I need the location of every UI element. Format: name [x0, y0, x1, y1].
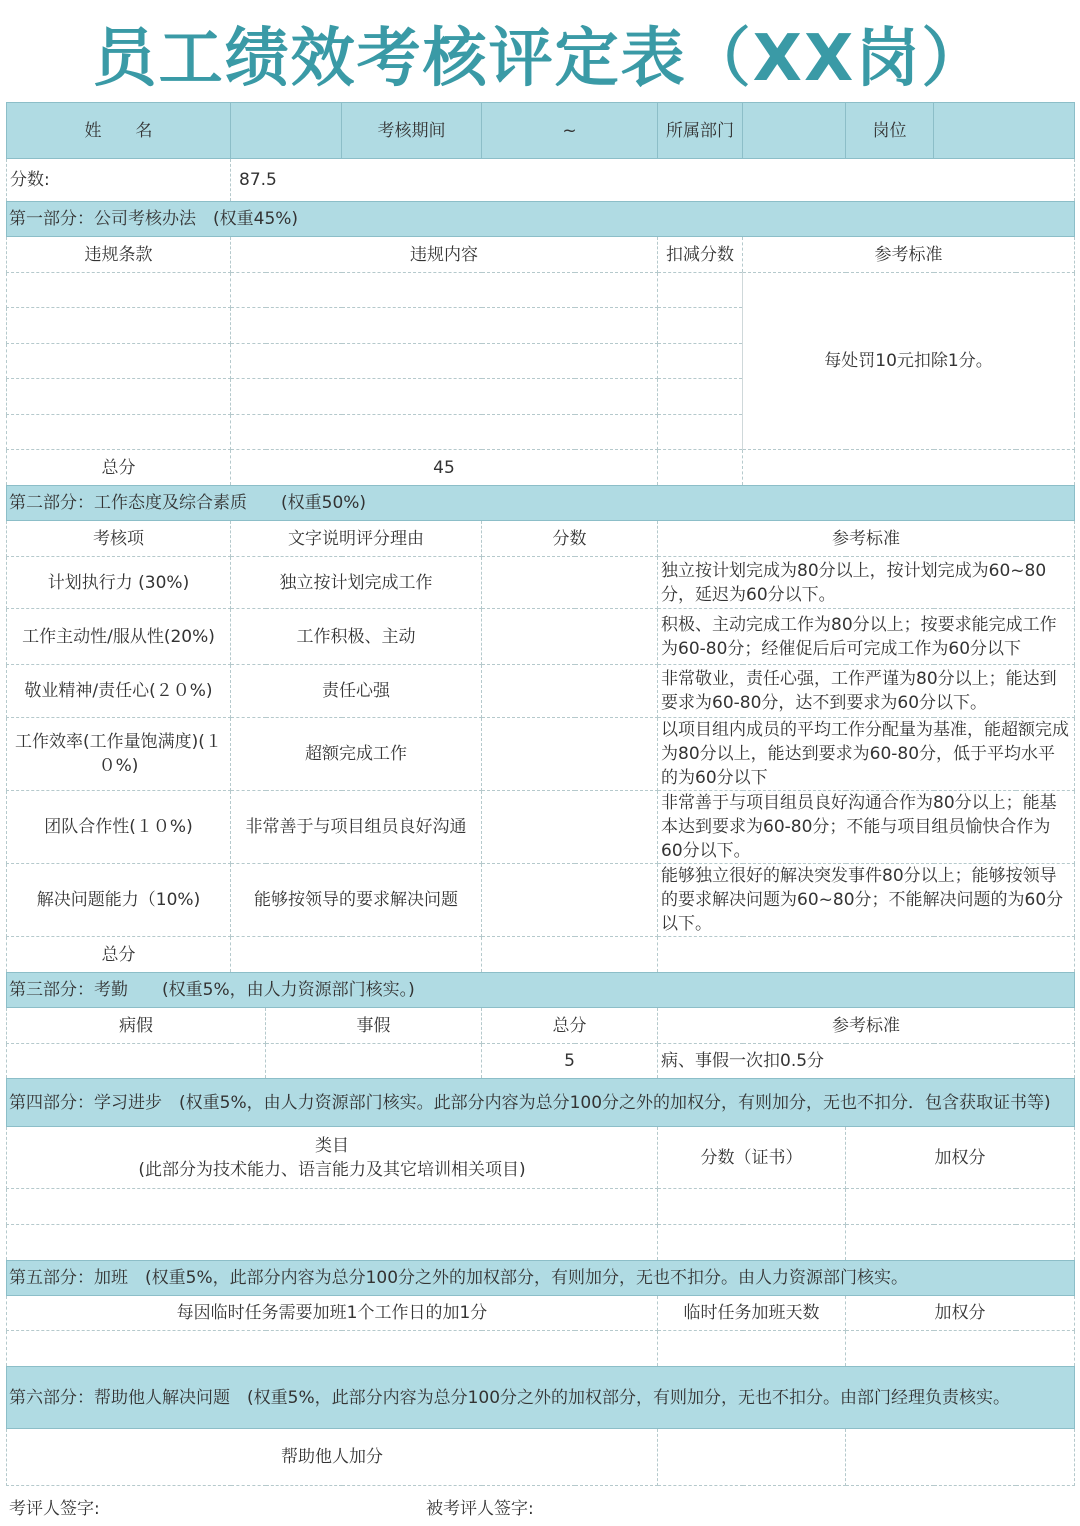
part3-header-row	[7, 1008, 1075, 1044]
header-row	[7, 103, 1075, 159]
part1-content-cell[interactable]	[231, 415, 658, 450]
part2-total-reason[interactable]	[231, 937, 482, 973]
part2-reason[interactable]: 非常善于与项目组员良好沟通	[231, 791, 482, 864]
part4-weight-input[interactable]	[846, 1225, 1075, 1261]
part4-col-score: 分数（证书）	[658, 1127, 846, 1189]
name-label: 姓 名	[7, 103, 231, 159]
part2-standard: 能够独立很好的解决突发事件80分以上；能够按领导的要求解决问题为60~80分；不能解决问题的为60分以下。	[658, 864, 1075, 937]
part5-weight-input[interactable]	[846, 1331, 1075, 1367]
name-input[interactable]	[231, 103, 342, 159]
part1-row	[7, 273, 1075, 308]
part1-total-standard	[743, 450, 1075, 486]
part1-total-label: 总分	[7, 450, 231, 486]
part1-content-cell[interactable]	[231, 379, 658, 415]
part1-deduct-cell[interactable]	[658, 273, 743, 308]
part4-header-row	[7, 1127, 1075, 1189]
part1-col-standard: 参考标准	[743, 237, 1075, 273]
part2-item: 计划执行力 (30%)	[7, 557, 231, 609]
part1-clause-cell[interactable]	[7, 308, 231, 344]
part2-score[interactable]	[482, 718, 658, 791]
part1-clause-cell[interactable]	[7, 379, 231, 415]
part3-col-total: 总分	[482, 1008, 658, 1044]
part5-col-days: 临时任务加班天数	[658, 1296, 846, 1331]
part1-title-row	[7, 202, 1075, 237]
part1-clause-cell[interactable]	[7, 273, 231, 308]
part5-title-row	[7, 1261, 1075, 1296]
part1-total-deduct[interactable]	[658, 450, 743, 486]
part3-title: 第三部分：考勤 (权重5%，由人力资源部门核实。)	[7, 973, 1075, 1008]
part2-header-row	[7, 521, 1075, 557]
reviewer-signature[interactable]: 考评人签字:	[9, 1498, 100, 1519]
part4-title-row	[7, 1079, 1075, 1127]
part2-row	[7, 791, 1075, 864]
part2-item: 工作主动性/服从性(20%)	[7, 609, 231, 665]
part2-col-reason: 文字说明评分理由	[231, 521, 482, 557]
post-label: 岗位	[846, 103, 934, 159]
part1-standard: 每处罚10元扣除1分。	[743, 273, 1075, 450]
part3-total-value[interactable]: 5	[482, 1044, 658, 1079]
part2-item: 敬业精神/责任心(２０%)	[7, 665, 231, 718]
part2-col-item: 考核项	[7, 521, 231, 557]
part6-title-row	[7, 1367, 1075, 1429]
part2-total-score[interactable]	[482, 937, 658, 973]
part2-score[interactable]	[482, 864, 658, 937]
part6-help-input[interactable]	[658, 1429, 846, 1486]
dept-input[interactable]	[743, 103, 846, 159]
part2-row	[7, 718, 1075, 791]
part1-col-deduct: 扣减分数	[658, 237, 743, 273]
part2-row	[7, 609, 1075, 665]
part5-rule-input[interactable]	[7, 1331, 658, 1367]
part4-row	[7, 1225, 1075, 1261]
part5-col-weight: 加权分	[846, 1296, 1075, 1331]
part2-row	[7, 864, 1075, 937]
part2-score[interactable]	[482, 557, 658, 609]
part5-days-input[interactable]	[658, 1331, 846, 1367]
part1-content-cell[interactable]	[231, 308, 658, 344]
part2-score[interactable]	[482, 665, 658, 718]
part2-standard: 非常善于与项目组员良好沟通合作为80分以上；能基本达到要求为60-80分；不能与项目组员愉快合作为60分以下。	[658, 791, 1075, 864]
part2-reason[interactable]: 责任心强	[231, 665, 482, 718]
signature-row	[6, 1486, 1074, 1526]
part2-total-standard	[658, 937, 1075, 973]
part3-sick-input[interactable]	[7, 1044, 266, 1079]
dept-label: 所属部门	[658, 103, 743, 159]
part2-standard: 非常敬业，责任心强，工作严谨为80分以上；能达到要求为60-80分，达不到要求为60分以下。	[658, 665, 1075, 718]
part2-col-score: 分数	[482, 521, 658, 557]
part4-category-label: 类目	[315, 1135, 349, 1156]
period-label: 考核期间	[342, 103, 482, 159]
part2-item: 工作效率(工作量饱满度)(１０%)	[7, 718, 231, 791]
part4-col-category	[7, 1127, 658, 1189]
part2-item: 解决问题能力（10%)	[7, 864, 231, 937]
part2-standard: 以项目组内成员的平均工作分配量为基准，能超额完成为80分以上，能达到要求为60-80分，低于平均水平的为60分以下	[658, 718, 1075, 791]
part1-deduct-cell[interactable]	[658, 415, 743, 450]
part2-standard: 独立按计划完成为80分以上，按计划完成为60~80分，延迟为60分以下。	[658, 557, 1075, 609]
part1-header-row	[7, 237, 1075, 273]
part2-reason[interactable]: 独立按计划完成工作	[231, 557, 482, 609]
score-row	[7, 159, 1075, 202]
part1-col-clause: 违规条款	[7, 237, 231, 273]
part2-reason[interactable]: 工作积极、主动	[231, 609, 482, 665]
part4-title: 第四部分：学习进步 (权重5%，由人力资源部门核实。此部分内容为总分100分之外的加权分，有则加分，无也不扣分．包含获取证书等)	[7, 1079, 1075, 1127]
part2-title: 第二部分：工作态度及综合素质 (权重50%)	[7, 486, 1075, 521]
part4-category-input[interactable]	[7, 1225, 658, 1261]
part6-weight-input[interactable]	[846, 1429, 1075, 1486]
post-input[interactable]	[934, 103, 1075, 159]
part2-score[interactable]	[482, 791, 658, 864]
part2-standard: 积极、主动完成工作为80分以上；按要求能完成工作为60-80分；经催促后后可完成工作为60分以下	[658, 609, 1075, 665]
part2-row	[7, 665, 1075, 718]
part1-content-cell[interactable]	[231, 344, 658, 379]
part2-col-standard: 参考标准	[658, 521, 1075, 557]
part4-score-input[interactable]	[658, 1225, 846, 1261]
part2-score[interactable]	[482, 609, 658, 665]
part1-total-value[interactable]: 45	[231, 450, 658, 486]
part1-col-content: 违规内容	[231, 237, 658, 273]
part6-title: 第六部分：帮助他人解决问题 (权重5%，此部分内容为总分100分之外的加权部分，有则加分，无也不扣分。由部门经理负责核实。	[7, 1367, 1075, 1429]
part5-title: 第五部分：加班 (权重5%，此部分内容为总分100分之外的加权部分，有则加分，无也不扣分。由人力资源部门核实。	[7, 1261, 1075, 1296]
part2-reason[interactable]: 能够按领导的要求解决问题	[231, 864, 482, 937]
part2-row	[7, 557, 1075, 609]
evaluation-table	[6, 102, 1075, 1486]
part1-deduct-cell[interactable]	[658, 344, 743, 379]
part3-col-sick: 病假	[7, 1008, 266, 1044]
part3-title-row	[7, 973, 1075, 1008]
part3-col-standard: 参考标准	[658, 1008, 1075, 1044]
part3-personal-input[interactable]	[266, 1044, 482, 1079]
part3-standard: 病、事假一次扣0.5分	[658, 1044, 1075, 1079]
score-value[interactable]: 87.5	[231, 159, 1075, 202]
part1-clause-cell[interactable]	[7, 344, 231, 379]
part2-reason[interactable]: 超额完成工作	[231, 718, 482, 791]
score-label: 分数:	[7, 159, 231, 202]
part5-header-row	[7, 1296, 1075, 1331]
part5-rule: 每因临时任务需要加班1个工作日的加1分	[7, 1296, 658, 1331]
page-title: 员工绩效考核评定表（XX岗）	[92, 22, 988, 96]
part3-row	[7, 1044, 1075, 1079]
part1-deduct-cell[interactable]	[658, 308, 743, 344]
part2-title-row	[7, 486, 1075, 521]
part6-row	[7, 1429, 1075, 1486]
part6-help-label: 帮助他人加分	[7, 1429, 658, 1486]
part4-category-input[interactable]	[7, 1189, 658, 1225]
part2-total-label: 总分	[7, 937, 231, 973]
reviewee-signature[interactable]: 被考评人签字:	[426, 1498, 534, 1519]
part1-clause-cell[interactable]	[7, 415, 231, 450]
part1-content-cell[interactable]	[231, 273, 658, 308]
part4-weight-input[interactable]	[846, 1189, 1075, 1225]
part4-col-weight: 加权分	[846, 1127, 1075, 1189]
part5-row	[7, 1331, 1075, 1367]
part3-col-personal: 事假	[266, 1008, 482, 1044]
part1-total-row	[7, 450, 1075, 486]
part1-deduct-cell[interactable]	[658, 379, 743, 415]
part4-category-note: (此部分为技术能力、语言能力及其它培训相关项目)	[138, 1159, 526, 1180]
part1-title: 第一部分：公司考核办法 (权重45%)	[7, 202, 1075, 237]
period-input[interactable]: ~	[482, 103, 658, 159]
part2-total-row	[7, 937, 1075, 973]
part4-row	[7, 1189, 1075, 1225]
part4-score-input[interactable]	[658, 1189, 846, 1225]
part2-item: 团队合作性(１０%)	[7, 791, 231, 864]
